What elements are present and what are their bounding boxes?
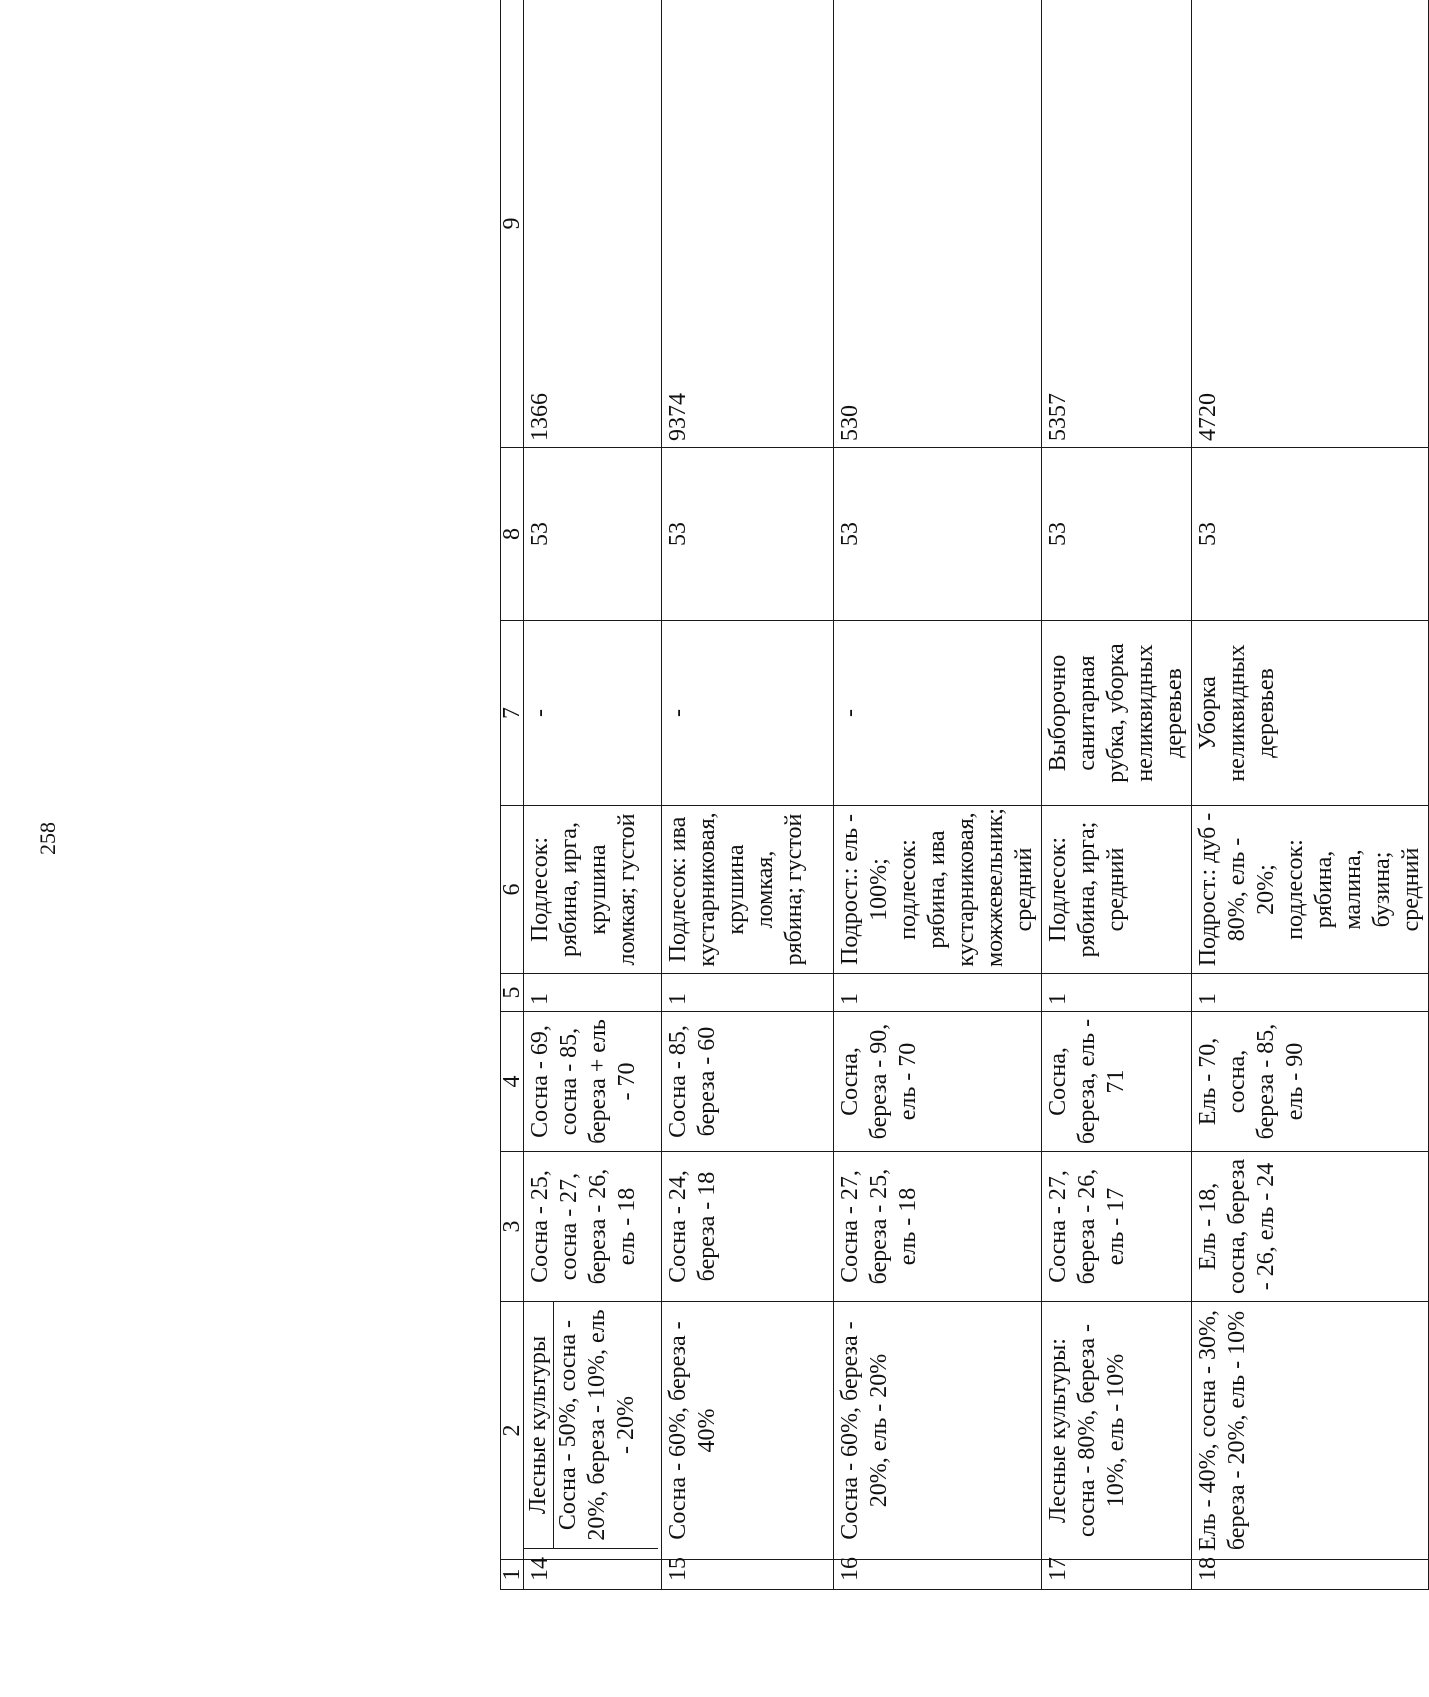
col8-cell: 53: [834, 448, 1042, 621]
column-header: 9: [501, 0, 524, 448]
undergrowth-cell: Подрост.: дуб - 80%, ель - 20%; подлесок: рябина, малина, бузина; средний: [1192, 806, 1429, 974]
table-row: [834, 0, 1042, 1590]
col9-cell: 9374: [662, 0, 834, 448]
col5-cell: 1: [662, 974, 834, 1012]
col8-cell: 53: [524, 448, 662, 621]
composition-cell: Сосна - 60%, береза - 20%, ель - 20%: [834, 1302, 1042, 1560]
row-number-cell: 18: [1192, 1560, 1429, 1590]
table-row: [524, 0, 662, 1590]
undergrowth-cell: Подлесок: рябина, ирга, крушина ломкая; густой: [524, 806, 662, 974]
heights-cell: Сосна - 27, береза - 26, ель - 17: [1042, 1152, 1192, 1302]
composition-subtitle: Лесные культуры: [524, 1302, 554, 1549]
col9-cell: 4720: [1192, 0, 1429, 448]
ages-cell: Сосна, береза, ель - 71: [1042, 1012, 1192, 1152]
measures-cell: -: [662, 621, 834, 806]
heights-cell: Сосна - 25, сосна - 27, береза - 26, ель - 18: [524, 1152, 662, 1302]
undergrowth-cell: Подрост.: ель - 100%; подлесок: рябина, ива кустарниковая, можжевельник; средний: [834, 806, 1042, 974]
col5-cell: 1: [1192, 974, 1429, 1012]
ages-cell: Сосна, береза - 90, ель - 70: [834, 1012, 1042, 1152]
undergrowth-cell: Подлесок: рябина, ирга; средний: [1042, 806, 1192, 974]
col5-cell: 1: [524, 974, 662, 1012]
composition-cell: [524, 1302, 662, 1560]
heights-cell: Сосна - 24, береза - 18: [662, 1152, 834, 1302]
measures-cell: Уборка неликвидных деревьев: [1192, 621, 1429, 806]
column-header: 3: [501, 1152, 524, 1302]
composition-cell: Ель - 40%, сосна - 30%, береза - 20%, ель - 10%: [1192, 1302, 1429, 1560]
rotated-table-wrapper: [499, 0, 1424, 1590]
row-number-cell: 16: [834, 1560, 1042, 1590]
composition-text: Сосна - 50%, сосна - 20%, береза - 10%, ель - 20%: [554, 1302, 658, 1549]
column-header: 1: [501, 1560, 524, 1590]
col8-cell: 53: [1192, 448, 1429, 621]
composition-cell: Лесные культуры: сосна - 80%, береза - 10%, ель - 10%: [1042, 1302, 1192, 1560]
measures-cell: Выборочно санитарная рубка, уборка неликвидных деревьев: [1042, 621, 1192, 806]
column-header: 4: [501, 1012, 524, 1152]
row-number-cell: 15: [662, 1560, 834, 1590]
column-header: 2: [501, 1302, 524, 1560]
page-number: 258: [35, 822, 60, 855]
table-row: [1192, 0, 1429, 1590]
undergrowth-cell: Подлесок: ива кустарниковая, крушина ломкая, рябина; густой: [662, 806, 834, 974]
forest-inventory-table: [500, 0, 1429, 1590]
col5-cell: 1: [834, 974, 1042, 1012]
measures-cell: -: [834, 621, 1042, 806]
column-header: 8: [501, 448, 524, 621]
column-header: 7: [501, 621, 524, 806]
ages-cell: Ель - 70, сосна, береза - 85, ель - 90: [1192, 1012, 1429, 1152]
ages-cell: Сосна - 85, береза - 60: [662, 1012, 834, 1152]
col9-cell: 5357: [1042, 0, 1192, 448]
heights-cell: Ель - 18, сосна, береза - 26, ель - 24: [1192, 1152, 1429, 1302]
col5-cell: 1: [1042, 974, 1192, 1012]
column-header: 6: [501, 806, 524, 974]
table-row: [1042, 0, 1192, 1590]
table-row: [662, 0, 834, 1590]
col9-cell: 530: [834, 0, 1042, 448]
header-row: [501, 0, 524, 1590]
row-number-cell: 14: [524, 1560, 662, 1590]
composition-cell: Сосна - 60%, береза - 40%: [662, 1302, 834, 1560]
row-number-cell: 17: [1042, 1560, 1192, 1590]
ages-cell: Сосна - 69, сосна - 85, береза + ель - 70: [524, 1012, 662, 1152]
column-header: 5: [501, 974, 524, 1012]
col9-cell: 1366: [524, 0, 662, 448]
col8-cell: 53: [662, 448, 834, 621]
measures-cell: -: [524, 621, 662, 806]
heights-cell: Сосна - 27, береза - 25, ель - 18: [834, 1152, 1042, 1302]
col8-cell: 53: [1042, 448, 1192, 621]
